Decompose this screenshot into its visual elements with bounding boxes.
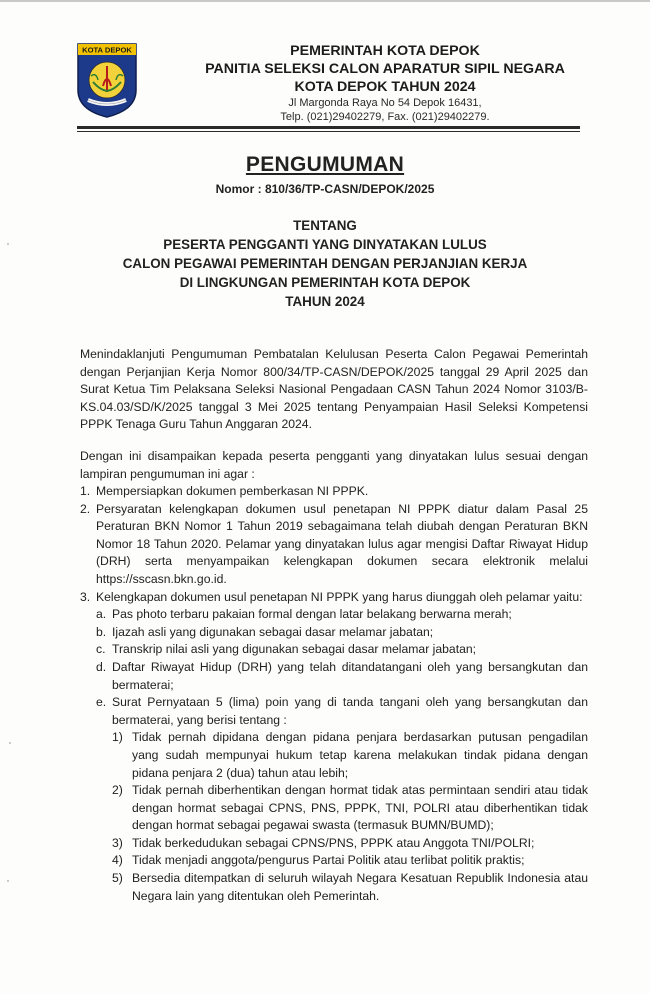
- statement-points-list: [112, 729, 588, 905]
- letterhead-address: Jl Margonda Raya No 54 Depok 16431,: [288, 97, 482, 109]
- statement-point: 4) Tidak menjadi anggota/pengurus Partai Politik atau terlibat politik praktis;: [112, 853, 525, 868]
- sublist-item: a. Pas photo terbaru pakaian formal dengan latar belakang berwarna merah;: [96, 607, 512, 622]
- list-item: 2. Persyaratan kelengkapan dokumen usul penetapan NI PPPK diatur dalam Pasal 25 Peraturan BKN Nomor 1 Tahun 2019 sebagaimana telah diubah dengan Peraturan BKN Nomor 18 Tahun 2020. Pelamar yang dinyatakan lulus agar mengisi Daftar Riwayat Hidup (DRH) serta menyampaikan kelengkapan dokumen secara elektronik melalui https://sscasn.bkn.go.id.: [80, 501, 588, 586]
- document-number: Nomor : 810/36/TP-CASN/DEPOK/2025: [215, 182, 435, 196]
- statement-point: 2) Tidak pernah diberhentikan dengan hormat tidak atas permintaan sendiri atau tidak dengan hormat sebagai CPNS, PNS, PPPK, TNI, POLRI atau diberhentikan tidak dengan hormat sebagai pegawai swasta (termasuk BUMN/BUMD);: [112, 783, 588, 833]
- kota-depok-emblem: [76, 42, 138, 118]
- opening-paragraph: Menindaklanjuti Pengumuman Pembatalan Kelulusan Peserta Calon Pegawai Pemerintah dengan Perjanjian Kerja Nomor 800/34/TP-CASN/DEPOK/2025 tanggal 29 April 2025 dan Surat Ketua Tim Pelaksana Seleksi Nasional Pengadaan CASN Tahun 2024 Nomor 3103/B-KS.04.03/SD/K/2025 tanggal 3 Mei 2025 tentang Penyampaian Hasil Seleksi Kompetensi PPPK Tenaga Guru Tahun Anggaran 2024.: [80, 347, 588, 432]
- letterhead-rule-thick: [77, 126, 580, 129]
- letterhead-rule-thin: [77, 131, 580, 132]
- statement-point: 5) Bersedia ditempatkan di seluruh wilayah Negara Kesatuan Republik Indonesia atau Negara lain yang ditentukan oleh Pemerintah.: [112, 871, 588, 903]
- scan-speck: [9, 742, 11, 744]
- sublist-item: e. Surat Pernyataan 5 (lima) poin yang di tanda tangani oleh yang bersangkutan dan bermaterai, yang berisi tentang : 1) Tidak pernah dipidana dengan pidana penjara berdasarkan putusan pengadilan yang sudah mempunyai hukum tetap karena melakukan tindak pidana dengan pidana penjara 2 (dua) tahun atau lebih; 2) Tidak pernah diberhentikan dengan hormat tidak atas permintaan sendiri atau tidak dengan hormat sebagai CPNS, PNS, PPPK, TNI, POLRI atau diberhentikan tidak dengan hormat sebagai pegawai swasta (termasuk BUMN/BUMD); 3) Tidak berkedudukan sebagai CPNS/PNS, PPPK atau Anggota TNI/POLRI; 4) Tidak menjadi anggota/pengurus Partai Politik atau terlibat politik praktis; 5) Bersedia ditempatkan di seluruh wilayah Negara Kesatuan Republik Indonesia atau Negara lain yang ditentukan oleh Pemerintah.: [96, 694, 588, 905]
- subject-line-2: CALON PEGAWAI PEMERINTAH DENGAN PERJANJIAN KERJA: [122, 256, 528, 271]
- subject-tentang: TENTANG: [293, 218, 357, 233]
- scan-speck: [7, 880, 9, 882]
- document-sublist: [96, 606, 588, 905]
- document-subject: [0, 216, 650, 311]
- subject-line-1: PESERTA PENGGANTI YANG DINYATAKAN LULUS: [163, 237, 487, 252]
- subject-line-3: DI LINGKUNGAN PEMERINTAH KOTA DEPOK: [179, 275, 471, 290]
- subject-line-4: TAHUN 2024: [285, 294, 365, 309]
- document-title: PENGUMUMAN: [245, 153, 405, 176]
- sublist-item: c. Transkrip nilai asli yang digunakan sebagai dasar melamar jabatan;: [96, 642, 477, 657]
- letterhead-contact: Telp. (021)29402279, Fax. (021)29402279.: [280, 111, 490, 123]
- statement-point: 1) Tidak pernah dipidana dengan pidana penjara berdasarkan putusan pengadilan yang sudah mempunyai hukum tetap karena melakukan tindak pidana dengan pidana penjara 2 (dua) tahun atau lebih;: [112, 730, 588, 780]
- statement-point: 3) Tidak berkedudukan sebagai CPNS/PNS, PPPK atau Anggota TNI/POLRI;: [112, 835, 535, 850]
- letterhead-line-2: PANITIA SELEKSI CALON APARATUR SIPIL NEGARA: [205, 61, 565, 77]
- requirements-list: [80, 483, 588, 905]
- letterhead-line-1: PEMERINTAH KOTA DEPOK: [290, 43, 480, 59]
- scan-edge-line: [0, 0, 650, 2]
- instruction-paragraph: Dengan ini disampaikan kepada peserta pengganti yang dinyatakan lulus sesuai dengan lampiran pengumuman ini agar :: [80, 449, 588, 481]
- letterhead: [150, 42, 620, 124]
- scan-speck: [7, 243, 9, 245]
- list-item: 1. Mempersiapkan dokumen pemberkasan NI PPPK.: [80, 484, 369, 498]
- svg-text:KOTA DEPOK: KOTA DEPOK: [82, 45, 132, 55]
- sublist-item: b. Ijazah asli yang digunakan sebagai dasar melamar jabatan;: [96, 624, 434, 639]
- sublist-item: d. Daftar Riwayat Hidup (DRH) yang telah ditandatangani oleh yang bersangkutan dan bermaterai;: [96, 659, 588, 692]
- letterhead-line-3: KOTA DEPOK TAHUN 2024: [294, 79, 476, 95]
- list-item: 3. Kelengkapan dokumen usul penetapan NI PPPK yang harus diunggah oleh pelamar yaitu: a. Pas photo terbaru pakaian formal dengan latar belakang berwarna merah; b. Ijazah asli yang digunakan sebagai dasar melamar jabatan; c. Transkrip nilai asli yang digunakan sebagai dasar melamar jabatan; d. Daftar Riwayat Hidup (DRH) yang telah ditandatangani oleh yang bersangkutan dan bermaterai; e. Surat Pernyataan 5 (lima) poin yang di tanda tangani oleh yang bersangkutan dan bermaterai, yang berisi tentang : 1) Tidak pernah dipidana dengan pidana penjara berdasarkan putusan pengadilan yang sudah mempunyai hukum tetap karena melakukan tindak pidana dengan pidana penjara 2 (dua) tahun atau lebih; 2) Tidak pernah diberhentikan dengan hormat tidak atas permintaan sendiri atau tidak dengan hormat sebagai CPNS, PNS, PPPK, TNI, POLRI atau diberhentikan tidak dengan hormat sebagai pegawai swasta (termasuk BUMN/BUMD); 3) Tidak berkedudukan sebagai CPNS/PNS, PPPK atau Anggota TNI/POLRI; 4) Tidak menjadi anggota/pengurus Partai Politik atau terlibat politik praktis; 5) Bersedia ditempatkan di seluruh wilayah Negara Kesatuan Republik Indonesia atau Negara lain yang ditentukan oleh Pemerintah.: [80, 589, 588, 906]
